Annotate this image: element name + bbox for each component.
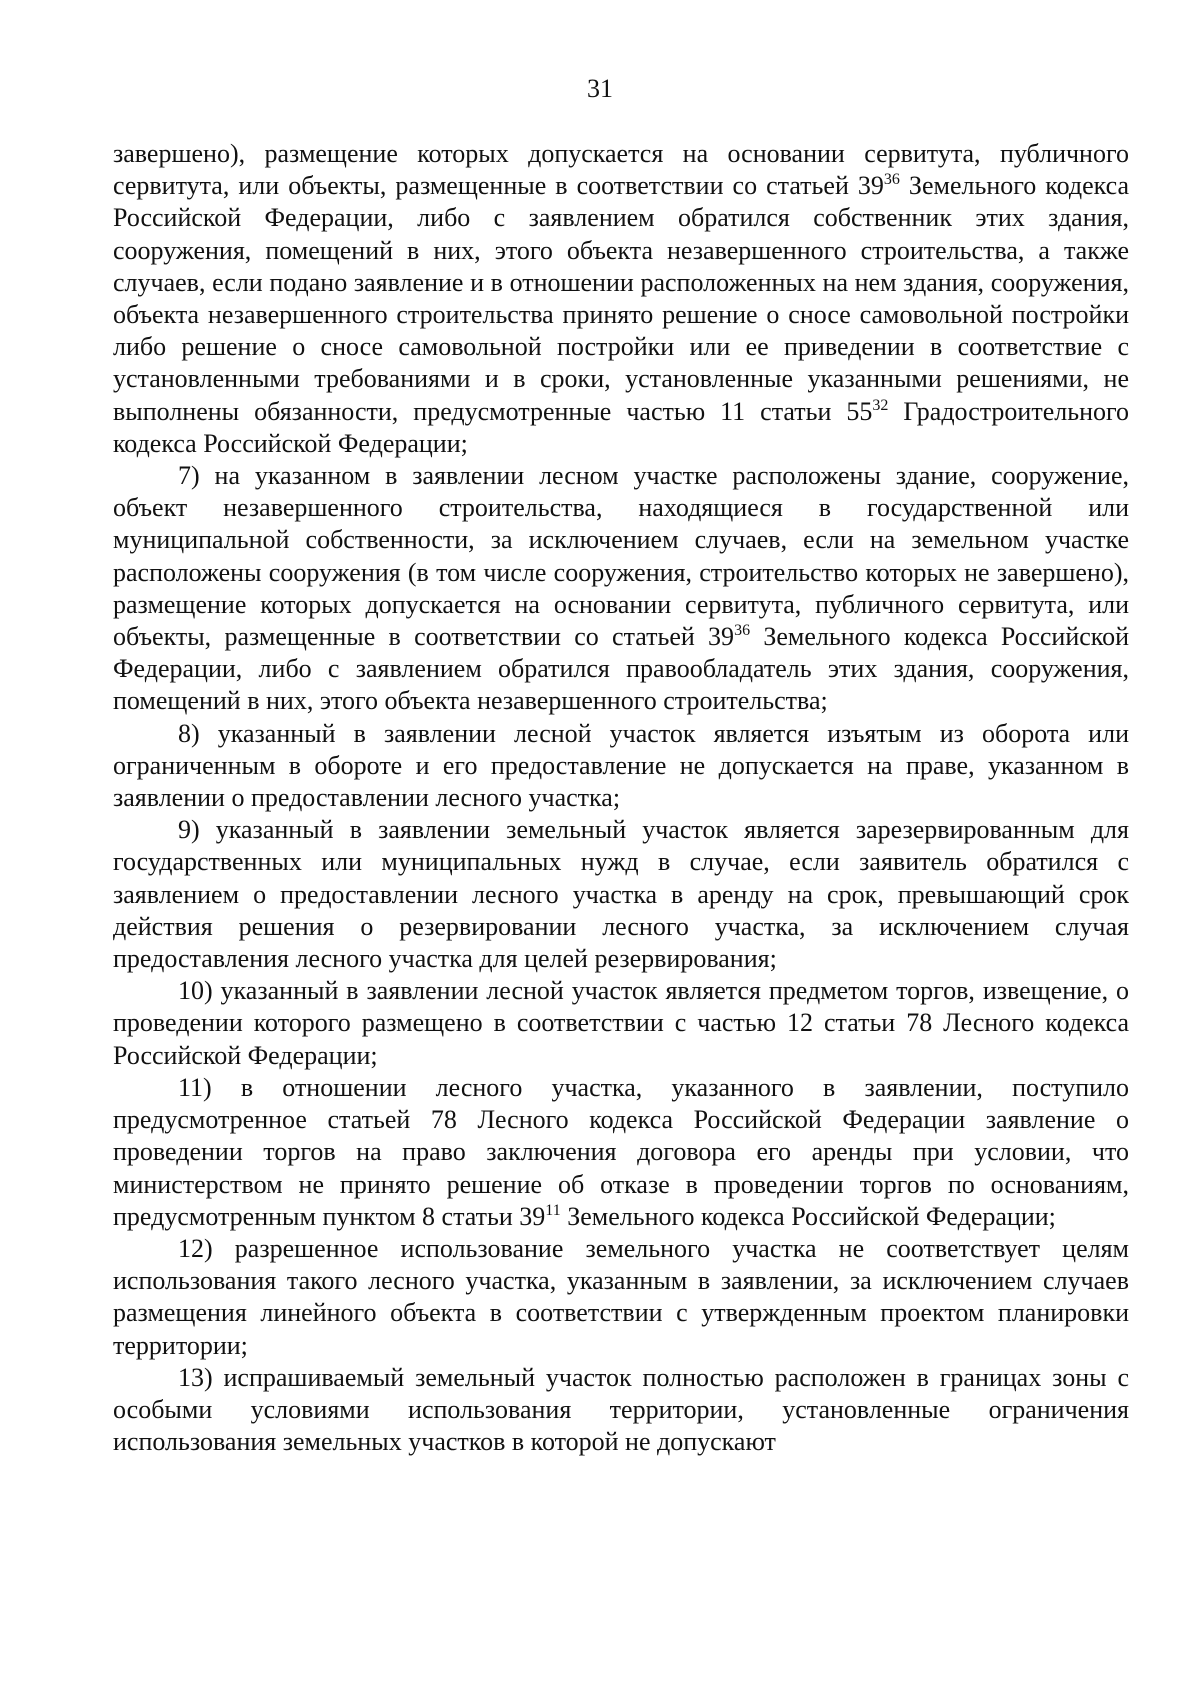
footnote-superscript: 32 <box>872 396 889 414</box>
paragraph-item-10 <box>113 975 1129 1072</box>
paragraph-item-7 <box>113 460 1129 718</box>
paragraph-text: 12) разрешенное использование земельного участка не соответствует целям использования такого лесного участка, указанным в заявлении, за исключением случаев размещения линейного объекта в соответствии с утвержденным проектом планировки территории; <box>113 1233 1129 1360</box>
paragraph-item-9 <box>113 814 1129 975</box>
paragraph-item-11 <box>113 1072 1129 1233</box>
paragraph-text: Градостроительного кодекса Российской Федерации; <box>113 396 1130 458</box>
document-body <box>113 138 1129 1458</box>
paragraph-item-13 <box>113 1362 1129 1459</box>
paragraph-text: 7) на указанном в заявлении лесном участке расположены здание, сооружение, объект незавершенного строительства, находящиеся в государственной или муниципальной собственности, за исключением случаев, если на земельном участке расположены сооружения (в том числе сооружения, строительство которых не завершено), размещение которых допускается на основании сервитута, публичного сервитута, или объекты, размещенные в соответствии со статьей 39 <box>113 461 1129 652</box>
paragraph-text: Земельного кодекса Российской Федерации, либо с заявлением обратился правообладатель этих здания, сооружения, помещений в них, этого объекта незавершенного строительства; <box>113 622 1130 716</box>
paragraph-item-12 <box>113 1233 1129 1362</box>
paragraph-item-8 <box>113 718 1129 815</box>
paragraph-text: 11) в отношении лесного участка, указанного в заявлении, поступило предусмотренное статьей 78 Лесного кодекса Российской Федерации заявление о проведении торгов на право заключения договора его аренды при условии, что министерством не принято решение об отказе в проведении торгов по основаниям, предусмотренным пунктом 8 статьи 39 <box>113 1072 1129 1231</box>
page-number: 31 <box>587 74 613 103</box>
paragraph-continued <box>113 138 1129 460</box>
footnote-superscript: 11 <box>545 1201 561 1219</box>
paragraph-text: Земельного кодекса Российской Федерации, либо с заявлением обратился собственник этих здания, сооружения, помещений в них, этого объекта незавершенного строительства, а также случаев, если подано заявление и в отношении расположенных на нем здания, сооружения, объекта незавершенного строительства принято решение о сносе самовольной постройки либо решение о сносе самовольной постройки или ее приведении в соответствие с установленными требованиями и в сроки, установленные указанными решениями, не выполнены обязанности, предусмотренные частью 11 статьи 55 <box>113 171 1129 426</box>
paragraph-text: 10) указанный в заявлении лесной участок является предметом торгов, извещение, о проведении которого размещено в соответствии с частью 12 статьи 78 Лесного кодекса Российской Федерации; <box>113 976 1129 1070</box>
paragraph-text: 8) указанный в заявлении лесной участок является изъятым из оборота или ограниченным в обороте и его предоставление не допускается на праве, указанном в заявлении о предоставлении лесного участка; <box>113 718 1129 813</box>
paragraph-text: 9) указанный в заявлении земельный участок является зарезервированным для государственных или муниципальных нужд в случае, если заявитель обратился с заявлением о предоставлении лесного участка в аренду на срок, превышающий срок действия решения о резервировании лесного участка, за исключением случая предоставления лесного участка для целей резервирования; <box>113 815 1129 974</box>
paragraph-text: 13) испрашиваемый земельный участок полностью расположен в границах зоны с особыми условиями использования территории, установленные ограничения использования земельных участков в которой не допускают <box>113 1362 1129 1457</box>
paragraph-text: Земельного кодекса Российской Федерации; <box>560 1201 1056 1231</box>
footnote-superscript: 36 <box>883 171 900 189</box>
paragraph-text: завершено), размещение которых допускается на основании сервитута, публичного сервитута, или объекты, размещенные в соответствии со статьей 39 <box>113 139 1129 201</box>
footnote-superscript: 36 <box>734 622 751 640</box>
